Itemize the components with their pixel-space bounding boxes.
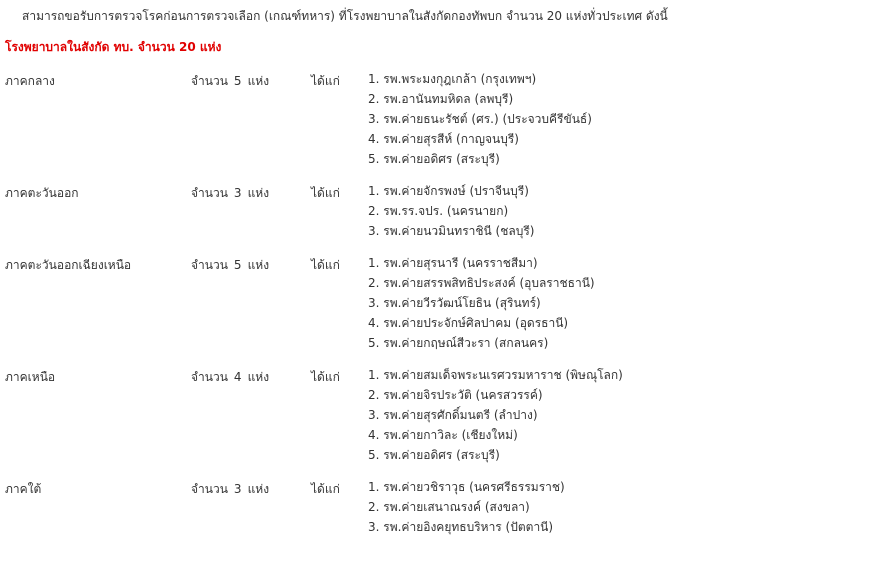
hospital-item: 4. รพ.ค่ายสุรสีห์ (กาญจนบุรี) bbox=[368, 132, 519, 146]
region-name: ภาคใต้ bbox=[5, 482, 42, 496]
region-count bbox=[191, 184, 275, 203]
given-to-label: ได้แก่ bbox=[311, 482, 340, 496]
count-prefix: จำนวน bbox=[191, 186, 228, 200]
count-prefix: จำนวน bbox=[191, 258, 228, 272]
count-suffix: แห่ง bbox=[247, 186, 270, 200]
hospital-list bbox=[368, 480, 565, 540]
hospital-item: 3. รพ.ค่ายวีรวัฒน์โยธิน (สุรินทร์) bbox=[368, 296, 541, 310]
region-name: ภาคกลาง bbox=[5, 74, 55, 88]
hospital-list bbox=[368, 256, 595, 356]
hospital-item: 4. รพ.ค่ายประจักษ์ศิลปาคม (อุดรธานี) bbox=[368, 316, 569, 330]
region-count bbox=[191, 72, 275, 91]
count-suffix: แห่ง bbox=[247, 74, 270, 88]
count-prefix: จำนวน bbox=[191, 370, 228, 384]
hospital-item: 1. รพ.ค่ายสมเด็จพระนเรศวรมหาราช (พิษณุโลก) bbox=[368, 368, 623, 382]
region-name: ภาคตะวันออกเฉียงเหนือ bbox=[5, 258, 132, 272]
hospital-item: 5. รพ.ค่ายอดิศร (สระบุรี) bbox=[368, 152, 500, 166]
hospital-item: 3. รพ.ค่ายนวมินทราชินี (ชลบุรี) bbox=[368, 224, 535, 238]
hospital-item: 1. รพ.ค่ายวชิราวุธ (นครศรีธรรมราช) bbox=[368, 480, 565, 494]
hospital-item: 5. รพ.ค่ายอดิศร (สระบุรี) bbox=[368, 448, 500, 462]
hospital-item: 5. รพ.ค่ายกฤษณ์สีวะรา (สกลนคร) bbox=[368, 336, 549, 350]
hospital-item: 3. รพ.ค่ายอิงคยุทธบริหาร (ปัตตานี) bbox=[368, 520, 554, 534]
count-value: 3 bbox=[233, 482, 242, 496]
given-to-label: ได้แก่ bbox=[311, 258, 340, 272]
region-count bbox=[191, 256, 275, 275]
section-heading: โรงพยาบาลในสังกัด ทบ. จำนวน 20 แห่ง bbox=[5, 40, 222, 54]
region-count bbox=[191, 368, 275, 387]
hospital-item: 2. รพ.ค่ายจิรประวัติ (นครสวรรค์) bbox=[368, 388, 543, 402]
given-to-label: ได้แก่ bbox=[311, 370, 340, 384]
hospital-list bbox=[368, 184, 534, 244]
hospital-item: 2. รพ.ค่ายสรรพสิทธิประสงค์ (อุบลราชธานี) bbox=[368, 276, 595, 290]
count-value: 3 bbox=[233, 186, 242, 200]
region-count bbox=[191, 480, 275, 499]
count-prefix: จำนวน bbox=[191, 482, 228, 496]
given-to-label: ได้แก่ bbox=[311, 186, 340, 200]
hospital-list bbox=[368, 368, 623, 468]
given-to-label: ได้แก่ bbox=[311, 74, 340, 88]
count-prefix: จำนวน bbox=[191, 74, 228, 88]
count-value: 5 bbox=[233, 74, 242, 88]
hospital-item: 3. รพ.ค่ายสุรศักดิ์มนตรี (ลำปาง) bbox=[368, 408, 538, 422]
count-value: 4 bbox=[233, 370, 242, 384]
intro-text: สามารถขอรับการตรวจโรคก่อนการตรวจเลือก (เกณฑ์ทหาร) ที่โรงพยาบาลในสังกัดกองทัพบก จำนวน 20 แห่งทั่วประเทศ ดังนี้ bbox=[22, 9, 668, 23]
count-suffix: แห่ง bbox=[247, 370, 270, 384]
hospital-item: 2. รพ.ค่ายเสนาณรงค์ (สงขลา) bbox=[368, 500, 530, 514]
hospital-item: 4. รพ.ค่ายกาวิละ (เชียงใหม่) bbox=[368, 428, 518, 442]
count-value: 5 bbox=[233, 258, 242, 272]
count-suffix: แห่ง bbox=[247, 258, 270, 272]
hospital-item: 1. รพ.พระมงกุฎเกล้า (กรุงเทพฯ) bbox=[368, 72, 537, 86]
count-suffix: แห่ง bbox=[247, 482, 270, 496]
hospital-item: 3. รพ.ค่ายธนะรัชต์ (ศร.) (ประจวบคีรีขันธ์) bbox=[368, 112, 592, 126]
hospital-item: 2. รพ.อานันทมหิดล (ลพบุรี) bbox=[368, 92, 514, 106]
region-name: ภาคเหนือ bbox=[5, 370, 56, 384]
hospital-item: 1. รพ.ค่ายจักรพงษ์ (ปราจีนบุรี) bbox=[368, 184, 529, 198]
hospital-item: 1. รพ.ค่ายสุรนารี (นครราชสีมา) bbox=[368, 256, 538, 270]
region-name: ภาคตะวันออก bbox=[5, 186, 79, 200]
hospital-item: 2. รพ.รร.จปร. (นครนายก) bbox=[368, 204, 509, 218]
hospital-list bbox=[368, 72, 592, 172]
